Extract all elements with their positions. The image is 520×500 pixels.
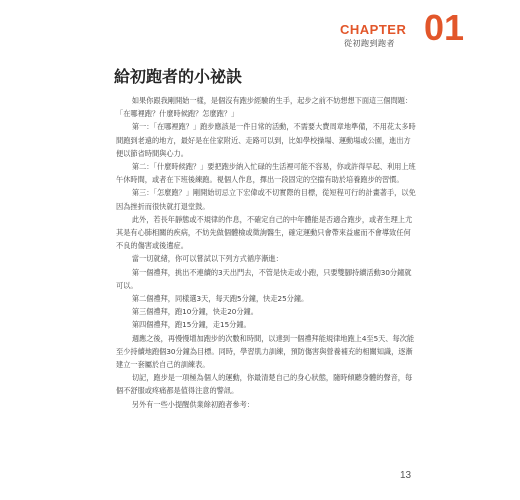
- paragraph: 第三：「怎麼跑？」剛開始切忌立下宏偉或不切實際的目標，從短程可行的計畫著手，以免因為挫折而很快就打退堂鼓。: [116, 188, 416, 211]
- paragraph: 如果你跟我剛開始一樣，是個沒有跑步經驗的生手，起步之前不妨想想下面這三個問題：「在哪裡跑？什麼時候跑？怎麼跑？」: [116, 96, 413, 119]
- body-text: [116, 94, 416, 411]
- paragraph: 第二：「什麼時候跑？」要把跑步納入忙碌的生活裡可能不容易，你或許得早起、利用上班午休時間，或者在下班後練跑。視個人作息，擇出一段固定的空擋有助於培養跑步的習慣。: [116, 162, 416, 185]
- chapter-subtitle: 從初跑到跑者: [344, 39, 395, 48]
- paragraph: 第一：「在哪裡跑？」跑步應該是一件日常的活動，不需要大費周章地準備，不用花太多時間跑到老遠的地方，最好是在住家附近、走路可以到，比如學校操場、運動場或公園，進出方便以節省時間與心力。: [116, 122, 416, 158]
- paragraph: 第四個禮拜，跑15分鐘，走15分鐘。: [131, 320, 251, 330]
- paragraph: 當一切就緒，你可以嘗試以下列方式循序漸進：: [131, 254, 283, 264]
- paragraph: 此外，若長年靜態或不規律的作息，不確定自己的中年體能是否適合跑步，或者生理上尤其是有心肺相關的疾病，不妨先做個體檢或徵詢醫生，確定運動只會帶來益處而不會導致任何不良的傷害或後遺症。: [116, 214, 413, 251]
- page-number: 13: [400, 470, 412, 481]
- paragraph: 第一個禮拜，挑出不連續的3天出門去，不管是快走或小跑，只要雙腳持續活動30分鐘就可以。: [116, 267, 412, 290]
- chapter-number: 01: [424, 7, 465, 48]
- paragraph: 週應之後，再慢慢增加跑步的次數和時間，以達到一個禮拜能規律地跑上4至5天、每次能至少持續地跑個30分鐘為目標。同時，學習肌力訓練，預防傷害與營養補充的相關知識，逐漸建立一套屬於自己的訓練表。: [116, 333, 415, 370]
- paragraph: 第三個禮拜，跑10分鐘，快走20分鐘。: [131, 307, 258, 317]
- section-title: 給初跑者的小祕訣: [114, 67, 243, 86]
- paragraph: 第二個禮拜，同樣選3天，每天跑5分鐘，快走25分鐘。: [131, 294, 309, 304]
- paragraph: 另外有一些小提醒供業餘初跑者參考：: [131, 399, 255, 409]
- paragraph: 切記，跑步是一項極為個人的運動，你最清楚自己的身心狀態，隨時傾聽身體的聲音，每個不舒服或疼痛都是值得注意的警訊。: [116, 373, 413, 396]
- chapter-label: CHAPTER: [340, 22, 407, 37]
